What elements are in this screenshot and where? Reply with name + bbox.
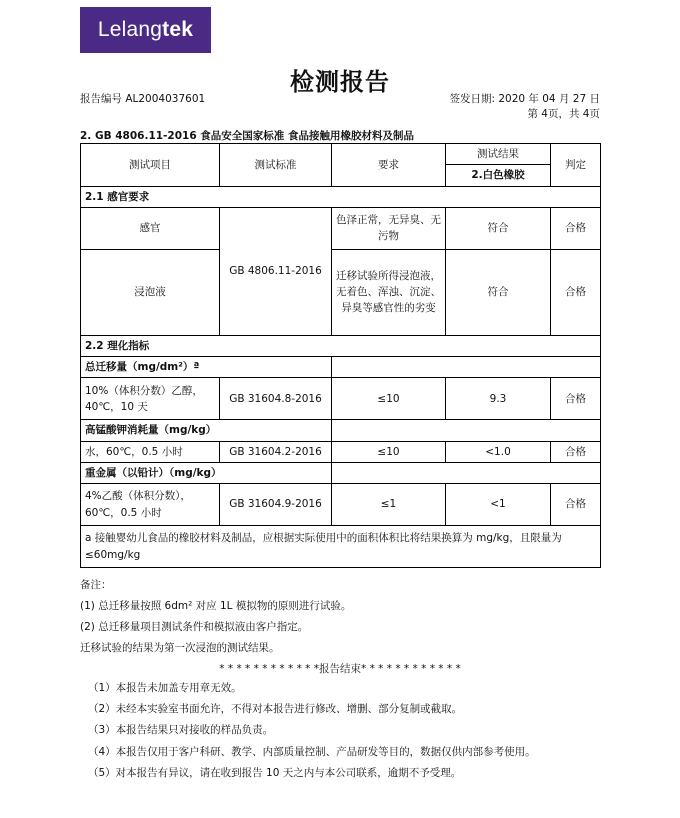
table-row: [81, 484, 601, 526]
physchem-section-title: 2.2 理化指标: [81, 335, 601, 356]
cell-item: 10%（体积分数）乙醇，40℃，10 天: [81, 378, 220, 420]
page-info: 第 4页，共 4页: [527, 108, 600, 120]
cell-requirement: ≤10: [332, 378, 446, 420]
cell-result: 符合: [446, 249, 551, 335]
header-standard: 测试标准: [220, 144, 332, 187]
cell-judgement: 合格: [551, 484, 601, 526]
table-row: [81, 207, 601, 249]
note-1: (1) 总迁移量按照 6dm² 对应 1L 模拟物的原则进行试验。: [80, 600, 352, 612]
cell-item: 感官: [81, 207, 220, 249]
notes-section: [80, 575, 620, 680]
note-2: (2) 总迁移量项目测试条件和模拟液由客户指定。: [80, 621, 309, 633]
cell-judgement: 合格: [551, 441, 601, 462]
note-3: 迁移试验的结果为第一次浸泡的测试结果。: [80, 642, 280, 654]
group-title: 总迁移量（mg/dm²）ª: [81, 357, 332, 378]
table-row: [81, 441, 601, 462]
cell-item: 4%乙酸（体积分数），60℃，0.5 小时: [81, 484, 220, 526]
cell-result: 9.3: [446, 378, 551, 420]
table-row: [81, 249, 601, 335]
clause: （4）本报告仅用于客户科研、教学、内部质量控制、产品研发等目的，数据仅供内部参考使用。: [88, 745, 536, 758]
section-title: 2. GB 4806.11-2016 食品安全国家标准 食品接触用橡胶材料及制品: [80, 130, 414, 142]
clause: （1）本报告未加盖专用章无效。: [88, 682, 242, 694]
cell-judgement: 合格: [551, 207, 601, 249]
clause: （2）未经本实验室书面允许，不得对本报告进行修改、增删、部分复制或截取。: [88, 703, 463, 716]
clause: （5）对本报告有异议，请在收到报告 10 天之内与本公司联系，逾期不予受理。: [88, 766, 462, 779]
statement-clauses: [88, 678, 536, 784]
group-title: 高锰酸钾消耗量（mg/kg）: [81, 420, 332, 441]
sign-date: 签发日期: 2020 年 04 月 27 日: [449, 93, 600, 105]
report-number: 报告编号 AL2004037601: [80, 93, 206, 105]
results-table: [80, 143, 601, 568]
cell-standard: GB 4806.11-2016: [220, 207, 332, 335]
cell-requirement: 色泽正常，无异臭、无污物: [332, 207, 446, 249]
report-end-marker: * * * * * * * * * * * *报告结束* * * * * * * * * * * *: [219, 663, 461, 675]
group-title: 重金属（以铅计）（mg/kg）: [81, 462, 332, 483]
cell-requirement: ≤1: [332, 484, 446, 526]
header-judgement: 判定: [551, 144, 601, 187]
cell-standard: GB 31604.8-2016: [220, 378, 332, 420]
clause: （3）本报告结果只对接收的样品负责。: [88, 724, 274, 737]
table-header-row: [81, 144, 601, 165]
cell-result: 符合: [446, 207, 551, 249]
header-item: 测试项目: [81, 144, 220, 187]
header-result-sample: 2.白色橡胶: [446, 165, 551, 186]
cell-standard: GB 31604.2-2016: [220, 441, 332, 462]
cell-requirement: 迁移试验所得浸泡液，无着色、浑浊、沉淀、异臭等感官性的劣变: [332, 249, 446, 335]
cell-result: <1.0: [446, 441, 551, 462]
cell-result: <1: [446, 484, 551, 526]
report-title: 检测报告: [290, 67, 390, 96]
table-footnote: a 接触婴幼儿食品的橡胶材料及制品，应根据实际使用中的面积体积比将结果换算为 mg/kg，且限量为≤60mg/kg: [81, 526, 601, 568]
header-requirement: 要求: [332, 144, 446, 187]
cell-judgement: 合格: [551, 249, 601, 335]
cell-item: 水，60℃，0.5 小时: [81, 441, 220, 462]
cell-judgement: 合格: [551, 378, 601, 420]
company-logo: Lelang tek: [80, 7, 211, 53]
header-result: 测试结果: [446, 144, 551, 165]
cell-requirement: ≤10: [332, 441, 446, 462]
cell-standard: GB 31604.9-2016: [220, 484, 332, 526]
notes-label: 备注：: [80, 579, 112, 591]
sensory-section-title: 2.1 感官要求: [81, 186, 601, 207]
table-row: [81, 378, 601, 420]
cell-item: 浸泡液: [81, 249, 220, 335]
